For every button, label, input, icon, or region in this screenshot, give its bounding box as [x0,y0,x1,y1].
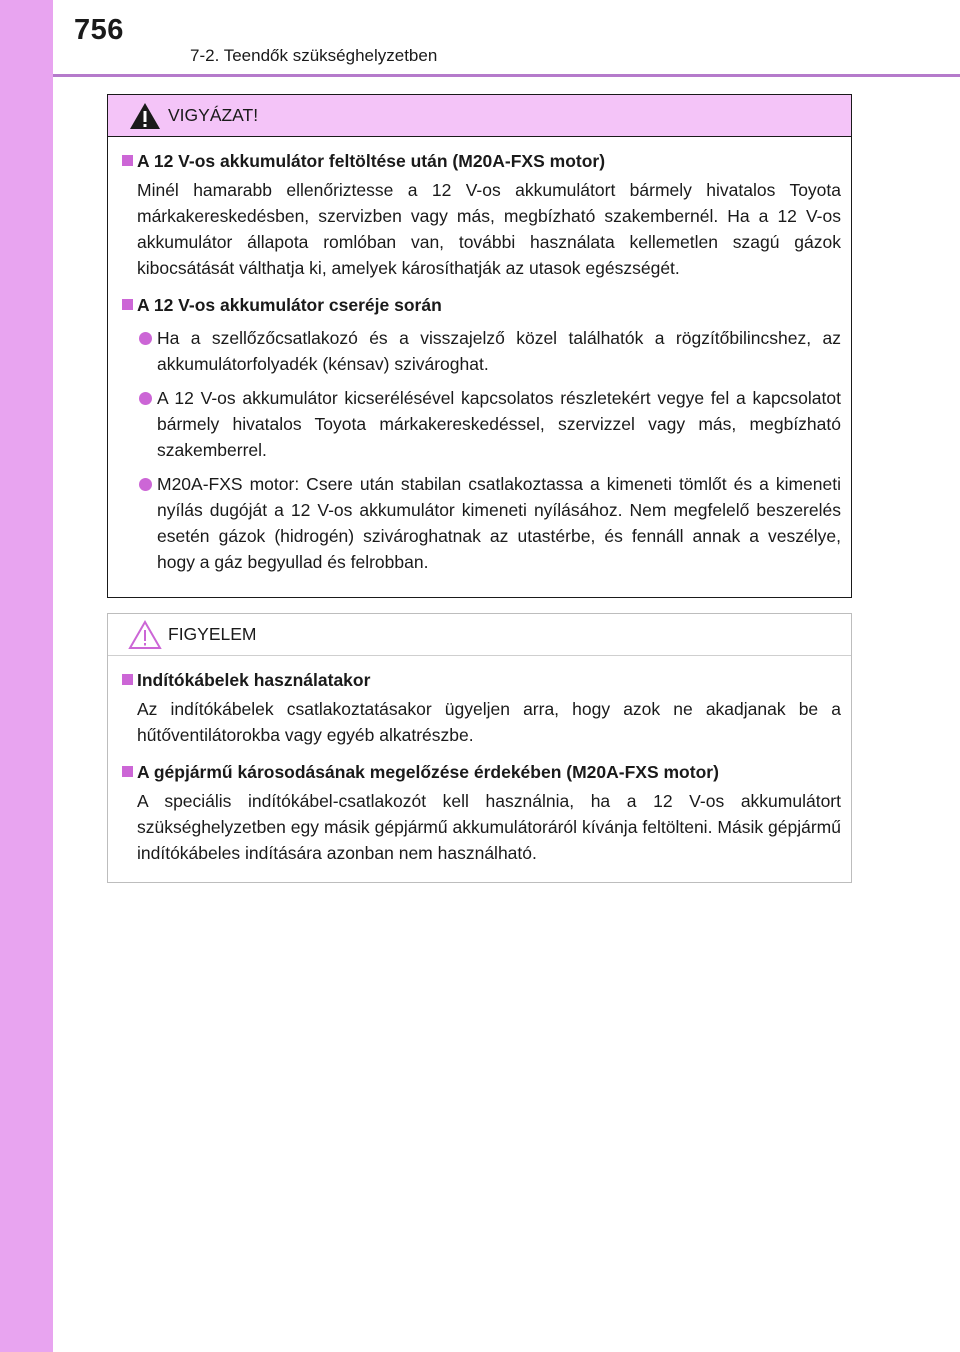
heading-text: Indítókábelek használatakor [137,670,371,690]
round-bullet-icon [139,332,152,345]
paragraph: Minél hamarabb ellenőriztesse a 12 V-os akkumulátort bármely hivatalos Toyota márkakereskedésben, szervizben vagy más, megbízható szakembernél. Ha a 12 V-os akkumulátor állapota romlóban van, további használata kellemetlen szagú gázok kibocsátását válthatja ki, amelyek károsíthatják az utasok egészségét. [137,180,841,278]
list-item-text: M20A-FXS motor: Csere után stabilan csatlakoztassa a kimeneti tömlőt és a kimeneti nyílás dugóját a 12 V-os akkumulátor kimeneti nyílásához. Nem megfelelő beszerelés esetén gázok (hidrogén) szivároghatnak az utastérbe, és fennáll annak a veszélye, hogy a gáz begyullad és felrobban. [157,474,841,572]
header-divider [53,74,960,77]
notice-triangle-icon [128,620,162,650]
warning-triangle-icon [128,101,162,131]
list-item-text: A 12 V-os akkumulátor kicserélésével kapcsolatos részletekért vegye fel a kapcsolatot bármely hivatalos Toyota márkakereskedéssel, szervizzel vagy más, megbízható szakemberrel. [157,388,841,460]
section-heading [122,293,841,317]
list-item [137,471,841,575]
warning-label: VIGYÁZAT! [168,105,259,125]
round-bullet-icon [139,478,152,491]
square-bullet-icon [122,674,133,685]
heading-text: A gépjármű károsodásának megelőzése érdekében (M20A-FXS motor) [137,762,719,782]
round-bullet-icon [139,392,152,405]
square-bullet-icon [122,766,133,777]
section-title: 7-2. Teendők szükséghelyzetben [190,46,438,65]
notice-header [108,614,851,656]
square-bullet-icon [122,155,133,166]
notice-body [108,668,851,866]
list-item [137,325,841,377]
list-item [137,385,841,463]
side-tab-band [0,0,53,1352]
paragraph: Az indítókábelek csatlakoztatásakor ügyeljen arra, hogy azok ne akadjanak be a hűtőventilátorokba vagy egyéb alkatrészbe. [137,699,841,745]
notice-label: FIGYELEM [168,624,257,644]
warning-header [108,95,851,137]
heading-text: A 12 V-os akkumulátor cseréje során [137,295,442,315]
page-number: 756 [74,14,124,46]
list-item-text: Ha a szellőzőcsatlakozó és a visszajelző közel találhatók a rögzítőbilincshez, az akkumulátorfolyadék (kénsav) szivároghat. [157,328,841,374]
section-heading [122,668,841,692]
square-bullet-icon [122,299,133,310]
paragraph: A speciális indítókábel-csatlakozót kell használnia, ha a 12 V-os akkumulátort szükséghelyzetben egy másik gépjármű akkumulátoráról kívánja feltölteni. Másik gépjármű indítókábeles indítására azonban nem használható. [137,791,841,863]
section-heading [122,760,841,784]
section-heading [122,149,841,173]
heading-text: A 12 V-os akkumulátor feltöltése után (M20A-FXS motor) [137,151,606,171]
warning-box [107,94,852,598]
warning-body [108,149,851,575]
notice-box [107,613,852,883]
